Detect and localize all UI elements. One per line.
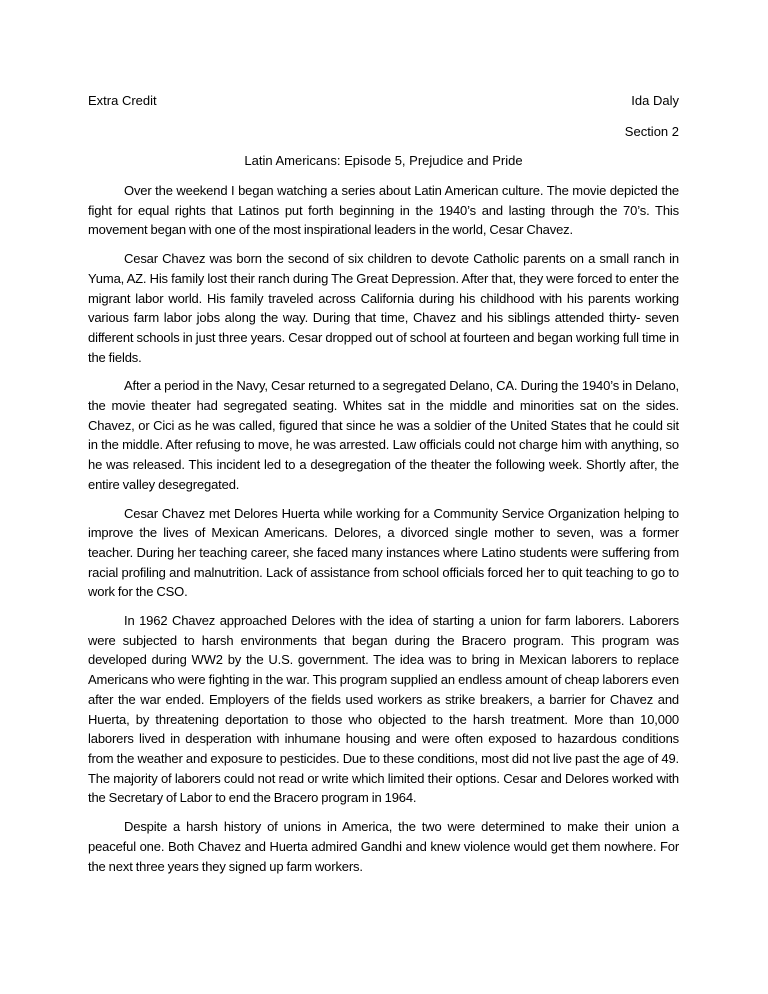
paragraph: After a period in the Navy, Cesar returned to a segregated Delano, CA. During the 1940’s in Delano, the movie theater had segregated seating. Whites sat in the middle and minorities sat on the sides. Chavez, or Cici as he was called, figured that since he was a soldier of the United States that he could sit in the middle. After refusing to move, he was arrested. Law officials could not charge him with anything, so he was released. This incident led to a desegregation of the theater the following week. Shortly after, the entire valley desegregated. [88,378,679,492]
paragraph: Cesar Chavez was born the second of six children to devote Catholic parents on a small ranch in Yuma, AZ. His family lost their ranch during The Great Depression. After that, they were forced to enter the migrant labor world. His family traveled across California during his childhood with his parents working various farm labor jobs along the way. During that time, Chavez and his siblings attended thirty- seven different schools in just three years. Cesar dropped out of school at fourteen and began working full time in the fields. [88,251,679,365]
assignment-label: Extra Credit [88,93,157,108]
paragraph: Over the weekend I began watching a series about Latin American culture. The movie depicted the fight for equal rights that Latinos put forth beginning in the 1940’s and lasting through the 70’s. This movement began with one of the most inspirational leaders in the world, Cesar Chavez. [88,183,679,238]
paragraph: In 1962 Chavez approached Delores with the idea of starting a union for farm laborers. Laborers were subjected to harsh environments that began during the Bracero program. This program was developed during WW2 by the U.S. government. The idea was to bring in Mexican laborers to replace Americans who were fighting in the war. This program supplied an endless amount of cheap laborers even after the war ended. Employers of the fields used workers as strike breakers, a barrier for Chavez and Huerta, by threatening deportation to those who objected to the harsh treatment. More than 10,000 laborers lived in desperation with inhumane housing and were often exposed to hazardous conditions from the weather and exposure to pesticides. Due to these conditions, most did not live past the age of 49. The majority of laborers could not read or write which limited their options. Cesar and Delores worked with the Secretary of Labor to end the Bracero program in 1964. [88,613,679,806]
author-name: Ida Daly [631,93,679,108]
section-label: Section 2 [624,124,679,139]
paragraph: Cesar Chavez met Delores Huerta while working for a Community Service Organization helping to improve the lives of Mexican Americans. Delores, a divorced single mother to seven, was a former teacher. During her teaching career, she faced many instances where Latino students were suffering from racial profiling and malnutrition. Lack of assistance from school officials forced her to quit teaching to go to work for the CSO. [88,505,679,600]
document-body [88,181,679,885]
document-title: Latin Americans: Episode 5, Prejudice and Pride [244,153,523,168]
paragraph: Despite a harsh history of unions in America, the two were determined to make their union a peaceful one. Both Chavez and Huerta admired Gandhi and knew violence would get them nowhere. For the next three years they signed up farm workers. [88,819,679,874]
